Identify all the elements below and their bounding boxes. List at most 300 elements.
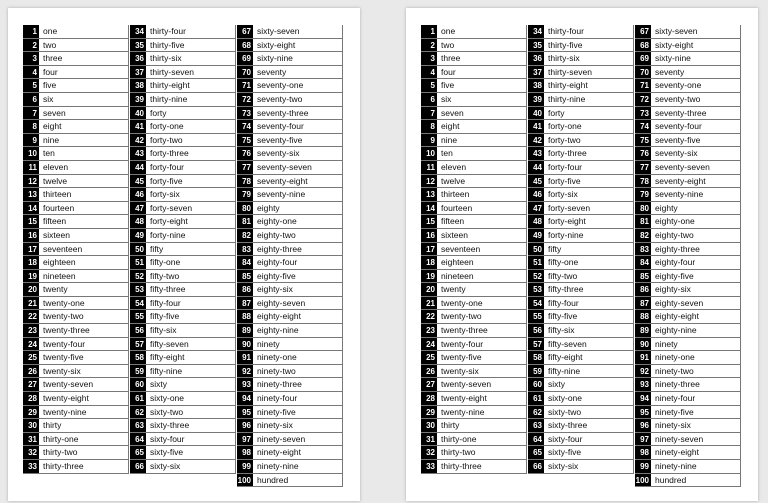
number-word: seventy-seven <box>651 161 741 174</box>
number-digit: 54 <box>130 297 146 310</box>
number-row <box>23 39 129 53</box>
number-row <box>635 419 741 433</box>
number-word: nineteen <box>437 270 527 283</box>
number-word: eighty-nine <box>651 324 741 337</box>
number-row <box>23 351 129 365</box>
number-digit: 49 <box>528 229 544 242</box>
number-row <box>23 107 129 121</box>
number-row <box>130 229 236 243</box>
number-row <box>421 215 527 229</box>
number-digit: 64 <box>130 433 146 446</box>
number-digit: 81 <box>237 215 253 228</box>
number-word: ninety-nine <box>253 460 343 473</box>
number-row <box>421 52 527 66</box>
number-word: twenty-two <box>437 310 527 323</box>
number-word: seventy-three <box>651 107 741 120</box>
number-digit: 71 <box>237 79 253 92</box>
number-row <box>23 365 129 379</box>
number-row <box>237 351 343 365</box>
number-digit: 92 <box>635 365 651 378</box>
number-digit: 19 <box>23 270 39 283</box>
number-row <box>421 93 527 107</box>
number-row <box>130 351 236 365</box>
number-word: sixty-five <box>146 446 236 459</box>
number-digit: 30 <box>23 419 39 432</box>
number-digit: 42 <box>528 134 544 147</box>
number-row <box>528 365 634 379</box>
number-word: sixty-three <box>146 419 236 432</box>
number-word: seventy-nine <box>651 188 741 201</box>
number-row <box>421 406 527 420</box>
number-digit: 31 <box>23 433 39 446</box>
number-word: seventy-two <box>651 93 741 106</box>
number-word: ninety-nine <box>651 460 741 473</box>
number-row <box>130 270 236 284</box>
number-row <box>528 419 634 433</box>
number-row <box>23 188 129 202</box>
number-column <box>421 25 527 474</box>
number-word: seventy-one <box>651 79 741 92</box>
number-row <box>635 256 741 270</box>
number-digit: 11 <box>23 161 39 174</box>
number-word: thirty-four <box>146 25 236 38</box>
number-digit: 56 <box>130 324 146 337</box>
number-word: thirty-one <box>437 433 527 446</box>
number-row <box>23 310 129 324</box>
number-digit: 15 <box>23 215 39 228</box>
number-word: nine <box>437 134 527 147</box>
number-word: fifty-eight <box>146 351 236 364</box>
number-word: twenty-one <box>437 297 527 310</box>
number-row <box>528 175 634 189</box>
number-row <box>528 270 634 284</box>
number-digit: 98 <box>237 446 253 459</box>
number-row <box>23 120 129 134</box>
number-row <box>23 243 129 257</box>
number-digit: 38 <box>130 79 146 92</box>
number-grid <box>23 25 343 487</box>
number-word: thirty-six <box>146 52 236 65</box>
number-word: eighty-seven <box>253 297 343 310</box>
number-word: twelve <box>39 175 129 188</box>
number-word: nineteen <box>39 270 129 283</box>
number-word: fifty-one <box>146 256 236 269</box>
number-digit: 48 <box>528 215 544 228</box>
number-word: fifty <box>544 243 634 256</box>
number-row <box>237 93 343 107</box>
number-digit: 84 <box>237 256 253 269</box>
number-word: sixty-seven <box>651 25 741 38</box>
number-word: forty-nine <box>544 229 634 242</box>
number-digit: 34 <box>528 25 544 38</box>
number-digit: 29 <box>23 406 39 419</box>
number-row <box>528 215 634 229</box>
number-digit: 61 <box>130 392 146 405</box>
number-row <box>635 120 741 134</box>
number-digit: 93 <box>237 378 253 391</box>
number-word: seventy <box>651 66 741 79</box>
number-word: fifty-seven <box>146 338 236 351</box>
number-word: thirty-eight <box>146 79 236 92</box>
number-digit: 17 <box>23 243 39 256</box>
number-word: thirty-five <box>544 39 634 52</box>
number-word: seventy-eight <box>253 175 343 188</box>
number-digit: 90 <box>635 338 651 351</box>
number-row <box>528 107 634 121</box>
number-digit: 84 <box>635 256 651 269</box>
number-chart-sheet-left <box>8 8 360 501</box>
number-digit: 68 <box>635 39 651 52</box>
number-row <box>130 66 236 80</box>
number-digit: 63 <box>528 419 544 432</box>
number-digit: 45 <box>528 175 544 188</box>
number-digit: 68 <box>237 39 253 52</box>
number-row <box>237 229 343 243</box>
number-row <box>635 188 741 202</box>
number-word: ninety-four <box>651 392 741 405</box>
number-word: fourteen <box>39 202 129 215</box>
number-row <box>130 392 236 406</box>
number-digit: 87 <box>635 297 651 310</box>
number-word: thirty-nine <box>544 93 634 106</box>
number-word: fifty-eight <box>544 351 634 364</box>
number-digit: 96 <box>237 419 253 432</box>
number-digit: 73 <box>635 107 651 120</box>
number-digit: 95 <box>237 406 253 419</box>
number-row <box>528 161 634 175</box>
number-digit: 36 <box>528 52 544 65</box>
number-row <box>23 52 129 66</box>
number-row <box>130 147 236 161</box>
number-digit: 88 <box>237 310 253 323</box>
number-digit: 94 <box>237 392 253 405</box>
number-digit: 6 <box>421 93 437 106</box>
number-row <box>421 419 527 433</box>
number-word: twenty-six <box>437 365 527 378</box>
number-word: fifty-three <box>146 283 236 296</box>
number-row <box>635 324 741 338</box>
number-word: sixty <box>544 378 634 391</box>
number-row <box>23 66 129 80</box>
number-digit: 4 <box>421 66 437 79</box>
number-row <box>528 79 634 93</box>
number-digit: 70 <box>635 66 651 79</box>
number-word: fifty-one <box>544 256 634 269</box>
number-digit: 21 <box>421 297 437 310</box>
number-digit: 86 <box>635 283 651 296</box>
number-digit: 59 <box>130 365 146 378</box>
number-row <box>421 66 527 80</box>
number-word: sixteen <box>39 229 129 242</box>
number-row <box>635 25 741 39</box>
number-row <box>421 270 527 284</box>
number-digit: 20 <box>421 283 437 296</box>
number-word: eighty-two <box>651 229 741 242</box>
number-word: twenty-four <box>39 338 129 351</box>
number-digit: 92 <box>237 365 253 378</box>
number-digit: 80 <box>635 202 651 215</box>
number-word: eighty-five <box>253 270 343 283</box>
number-row <box>130 215 236 229</box>
number-row <box>130 460 236 474</box>
number-word: sixty-three <box>544 419 634 432</box>
number-word: thirty-nine <box>146 93 236 106</box>
number-word: two <box>39 39 129 52</box>
number-word: thirty <box>39 419 129 432</box>
number-digit: 13 <box>23 188 39 201</box>
number-digit: 16 <box>23 229 39 242</box>
number-digit: 62 <box>130 406 146 419</box>
number-row <box>23 419 129 433</box>
number-word: seven <box>437 107 527 120</box>
number-word: ninety-eight <box>651 446 741 459</box>
number-digit: 77 <box>635 161 651 174</box>
number-digit: 69 <box>237 52 253 65</box>
number-word: eighty-one <box>253 215 343 228</box>
number-row <box>130 120 236 134</box>
number-row <box>130 297 236 311</box>
number-row <box>528 134 634 148</box>
number-word: four <box>437 66 527 79</box>
number-word: ninety-one <box>651 351 741 364</box>
number-word: twelve <box>437 175 527 188</box>
number-digit: 85 <box>237 270 253 283</box>
number-digit: 32 <box>421 446 437 459</box>
number-digit: 41 <box>528 120 544 133</box>
number-digit: 51 <box>130 256 146 269</box>
number-digit: 34 <box>130 25 146 38</box>
number-word: seventy-five <box>253 134 343 147</box>
number-digit: 19 <box>421 270 437 283</box>
number-row <box>23 202 129 216</box>
number-row <box>421 392 527 406</box>
number-row <box>635 365 741 379</box>
number-row <box>421 297 527 311</box>
number-row <box>130 310 236 324</box>
number-digit: 20 <box>23 283 39 296</box>
number-digit: 99 <box>635 460 651 473</box>
number-word: sixty-two <box>146 406 236 419</box>
number-row <box>421 188 527 202</box>
number-word: seventy <box>253 66 343 79</box>
number-row <box>635 161 741 175</box>
number-digit: 4 <box>23 66 39 79</box>
number-word: sixty-six <box>146 460 236 473</box>
number-digit: 9 <box>421 134 437 147</box>
number-row <box>421 378 527 392</box>
number-row <box>421 365 527 379</box>
number-word: seventy-nine <box>253 188 343 201</box>
number-word: ten <box>437 147 527 160</box>
number-row <box>237 270 343 284</box>
number-row <box>528 351 634 365</box>
number-row <box>237 406 343 420</box>
number-word: forty <box>544 107 634 120</box>
number-digit: 57 <box>130 338 146 351</box>
number-row <box>23 147 129 161</box>
number-row <box>237 460 343 474</box>
number-digit: 91 <box>635 351 651 364</box>
number-word: forty-three <box>544 147 634 160</box>
number-digit: 12 <box>421 175 437 188</box>
number-word: twenty-four <box>437 338 527 351</box>
number-word: eighty-seven <box>651 297 741 310</box>
number-word: thirty-one <box>39 433 129 446</box>
number-digit: 54 <box>528 297 544 310</box>
number-word: eight <box>39 120 129 133</box>
number-digit: 13 <box>421 188 437 201</box>
number-row <box>130 433 236 447</box>
number-digit: 75 <box>237 134 253 147</box>
number-word: fifty-nine <box>544 365 634 378</box>
number-word: fifty-seven <box>544 338 634 351</box>
number-digit: 28 <box>23 392 39 405</box>
number-word: twenty-nine <box>437 406 527 419</box>
number-row <box>635 202 741 216</box>
number-digit: 35 <box>130 39 146 52</box>
number-row <box>635 446 741 460</box>
number-word: thirty-five <box>146 39 236 52</box>
number-digit: 1 <box>421 25 437 38</box>
number-word: fifteen <box>39 215 129 228</box>
number-word: forty-nine <box>146 229 236 242</box>
number-row <box>635 474 741 488</box>
number-word: twenty-one <box>39 297 129 310</box>
number-word: fifty-five <box>544 310 634 323</box>
number-row <box>130 202 236 216</box>
number-digit: 3 <box>421 52 437 65</box>
number-word: ten <box>39 147 129 160</box>
number-word: thirty-three <box>437 460 527 473</box>
number-row <box>237 324 343 338</box>
number-word: seventy-seven <box>253 161 343 174</box>
number-digit: 21 <box>23 297 39 310</box>
number-digit: 53 <box>528 283 544 296</box>
number-digit: 10 <box>421 147 437 160</box>
number-digit: 48 <box>130 215 146 228</box>
number-row <box>635 406 741 420</box>
number-word: ninety-seven <box>253 433 343 446</box>
number-word: seventy-four <box>253 120 343 133</box>
number-row <box>23 215 129 229</box>
number-digit: 72 <box>237 93 253 106</box>
number-word: seventy-five <box>651 134 741 147</box>
number-row <box>421 202 527 216</box>
number-digit: 22 <box>421 310 437 323</box>
number-digit: 50 <box>130 243 146 256</box>
number-word: forty-eight <box>146 215 236 228</box>
number-word: eighty-six <box>253 283 343 296</box>
number-row <box>421 243 527 257</box>
number-digit: 16 <box>421 229 437 242</box>
number-word: twenty-five <box>39 351 129 364</box>
number-digit: 18 <box>23 256 39 269</box>
number-row <box>635 460 741 474</box>
number-word: thirty-six <box>544 52 634 65</box>
number-digit: 82 <box>635 229 651 242</box>
number-digit: 25 <box>421 351 437 364</box>
number-row <box>23 446 129 460</box>
number-word: twenty-eight <box>39 392 129 405</box>
number-digit: 5 <box>23 79 39 92</box>
number-row <box>421 79 527 93</box>
number-row <box>237 66 343 80</box>
number-digit: 98 <box>635 446 651 459</box>
number-row <box>528 229 634 243</box>
number-digit: 52 <box>130 270 146 283</box>
number-digit: 37 <box>528 66 544 79</box>
number-digit: 17 <box>421 243 437 256</box>
number-word: nine <box>39 134 129 147</box>
number-digit: 30 <box>421 419 437 432</box>
number-word: twenty-seven <box>437 378 527 391</box>
number-word: seventy-six <box>651 147 741 160</box>
number-row <box>130 188 236 202</box>
number-row <box>421 161 527 175</box>
number-row <box>528 39 634 53</box>
number-digit: 28 <box>421 392 437 405</box>
number-row <box>528 324 634 338</box>
number-word: ninety-six <box>253 419 343 432</box>
number-word: sixty-four <box>146 433 236 446</box>
number-word: one <box>437 25 527 38</box>
number-row <box>237 297 343 311</box>
number-row <box>237 79 343 93</box>
number-word: two <box>437 39 527 52</box>
number-digit: 73 <box>237 107 253 120</box>
number-digit: 67 <box>237 25 253 38</box>
number-word: thirty <box>437 419 527 432</box>
number-row <box>635 229 741 243</box>
number-word: sixteen <box>437 229 527 242</box>
number-row <box>130 161 236 175</box>
number-digit: 39 <box>130 93 146 106</box>
number-column <box>635 25 741 487</box>
number-word: eighty-one <box>651 215 741 228</box>
number-digit: 57 <box>528 338 544 351</box>
number-word: forty-two <box>544 134 634 147</box>
number-word: ninety-three <box>651 378 741 391</box>
number-word: forty-five <box>146 175 236 188</box>
number-digit: 33 <box>23 460 39 473</box>
number-digit: 1 <box>23 25 39 38</box>
number-word: thirty-eight <box>544 79 634 92</box>
number-row <box>635 93 741 107</box>
number-digit: 76 <box>635 147 651 160</box>
number-row <box>528 147 634 161</box>
number-digit: 14 <box>421 202 437 215</box>
number-column <box>528 25 634 474</box>
number-digit: 9 <box>23 134 39 147</box>
number-word: eighteen <box>39 256 129 269</box>
number-row <box>130 25 236 39</box>
number-row <box>23 161 129 175</box>
number-word: thirty-two <box>39 446 129 459</box>
number-word: eighty-five <box>651 270 741 283</box>
number-row <box>635 392 741 406</box>
number-row <box>23 406 129 420</box>
number-word: twenty-five <box>437 351 527 364</box>
number-row <box>130 243 236 257</box>
number-digit: 66 <box>528 460 544 473</box>
number-word: fifty-four <box>146 297 236 310</box>
number-word: forty-four <box>544 161 634 174</box>
number-digit: 2 <box>23 39 39 52</box>
number-row <box>237 446 343 460</box>
number-digit: 51 <box>528 256 544 269</box>
number-row <box>635 243 741 257</box>
number-word: hundred <box>651 474 741 487</box>
